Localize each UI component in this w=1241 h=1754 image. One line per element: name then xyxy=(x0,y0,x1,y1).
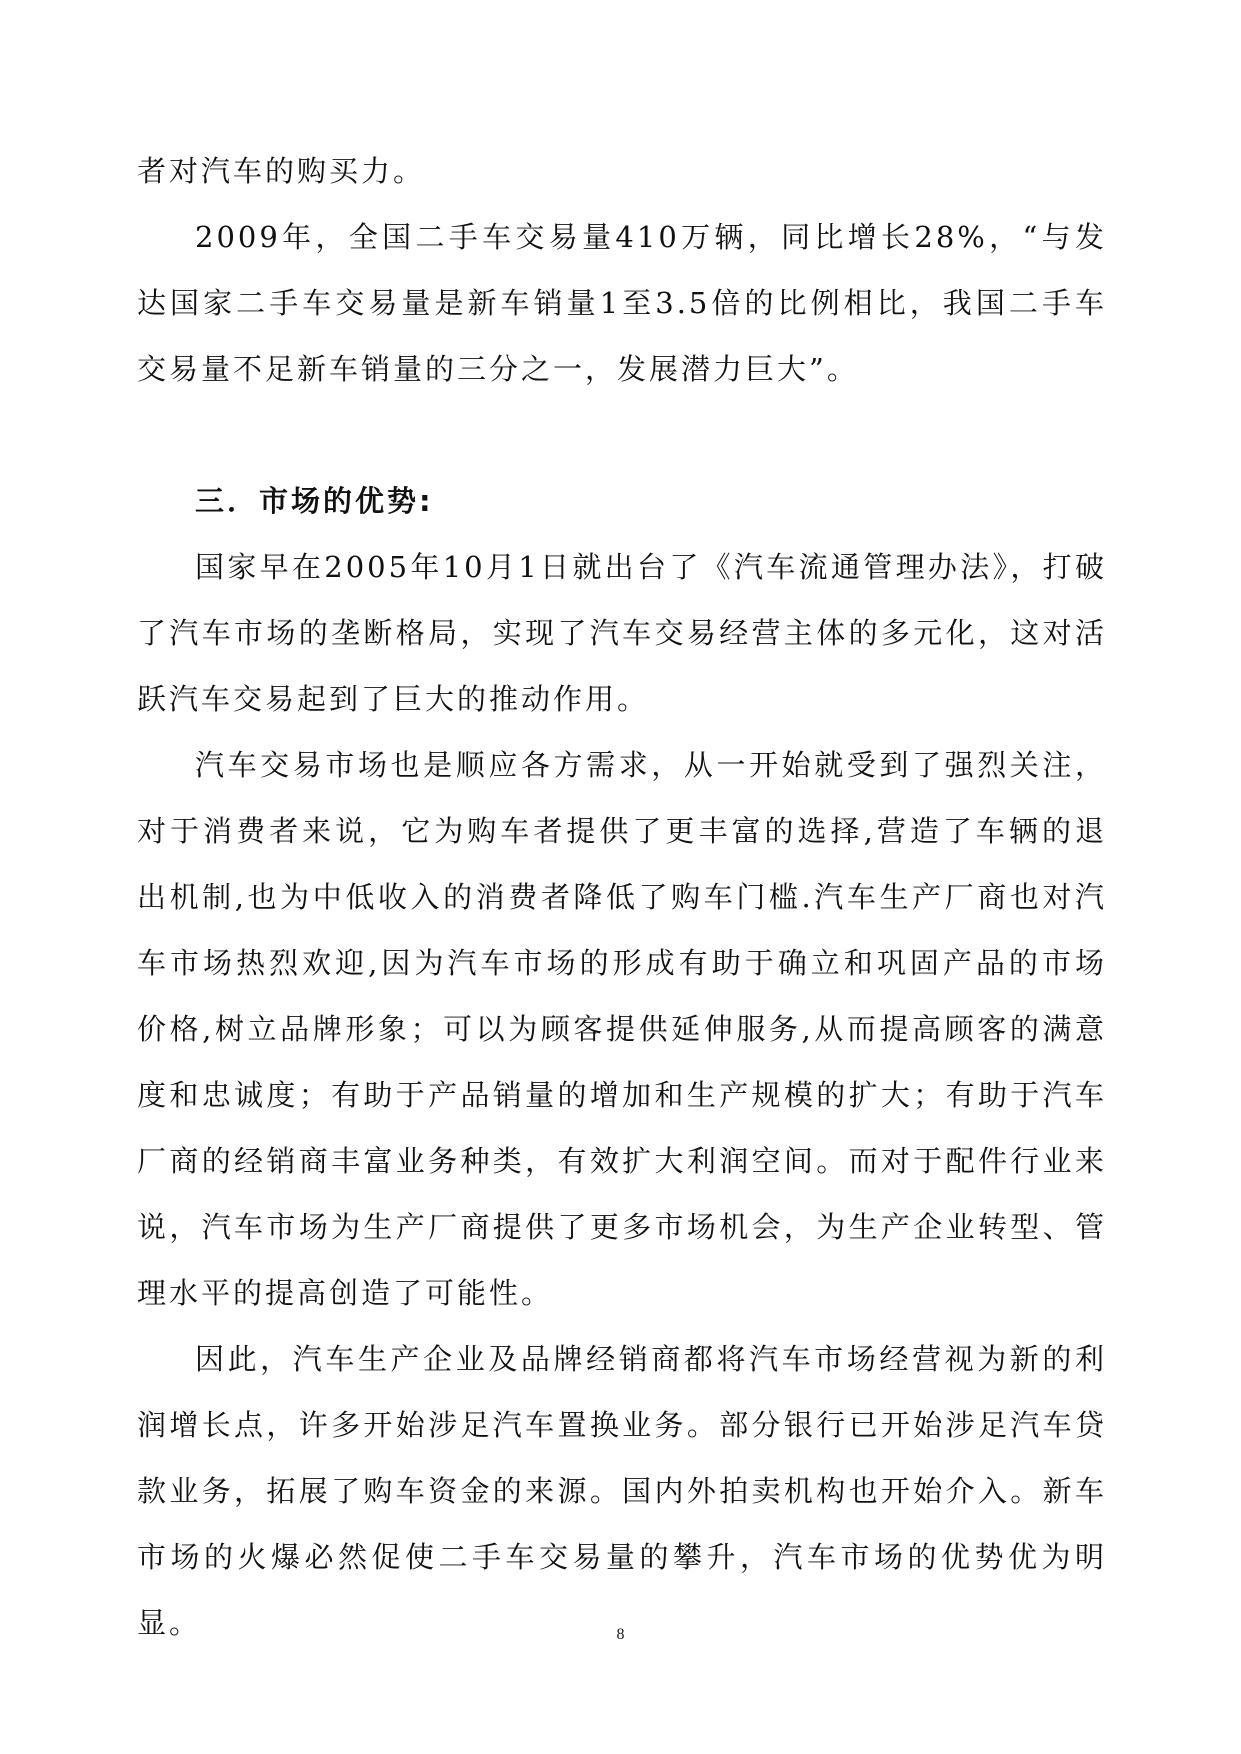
section-heading: 三．市场的优势: xyxy=(195,484,434,518)
paragraph-used-car-volume: 2009年，全国二手车交易量410万辆，同比增长28%，“与发达国家二手车交易量是新车销量1至3.5倍的比例相比，我国二手车交易量不足新车销量的三分之一，发展潜力巨大”。 xyxy=(137,220,1107,386)
section-gap xyxy=(137,402,1107,468)
paragraph-market-benefits: 汽车交易市场也是顺应各方需求，从一开始就受到了强烈关注，对于消费者来说，它为购车者提供了更丰富的选择,营造了车辆的退出机制,也为中低收入的消费者降低了购车门槛.汽车生产厂商也对汽车市场热烈欢迎,因为汽车市场的形成有助于确立和巩固产品的市场价格,树立品牌形象；可以为顾客提供延伸服务,从而提高顾客的满意度和忠诚度；有助于产品销量的增加和生产规模的扩大；有助于汽车厂商的经销商丰富业务种类，有效扩大利润空间。而对于配件行业来说，汽车市场为生产厂商提供了更多市场机会，为生产企业转型、管理水平的提高创造了可能性。 xyxy=(137,748,1107,1310)
paragraph-policy: 国家早在2005年10月1日就出台了《汽车流通管理办法》，打破了汽车市场的垄断格局，实现了汽车交易经营主体的多元化，这对活跃汽车交易起到了巨大的推动作用。 xyxy=(137,550,1107,716)
paragraph-continuation: 者对汽车的购买力。 xyxy=(137,154,426,188)
page-body xyxy=(137,138,1107,1656)
paragraph-conclusion: 因此，汽车生产企业及品牌经销商都将汽车市场经营视为新的利润增长点，许多开始涉足汽车置换业务。部分银行已开始涉足汽车贷款业务，拓展了购车资金的来源。国内外拍卖机构也开始介入。新车市场的火爆必然促使二手车交易量的攀升，汽车市场的优势优为明显。 xyxy=(137,1342,1107,1640)
page-number: 8 xyxy=(616,1626,625,1643)
